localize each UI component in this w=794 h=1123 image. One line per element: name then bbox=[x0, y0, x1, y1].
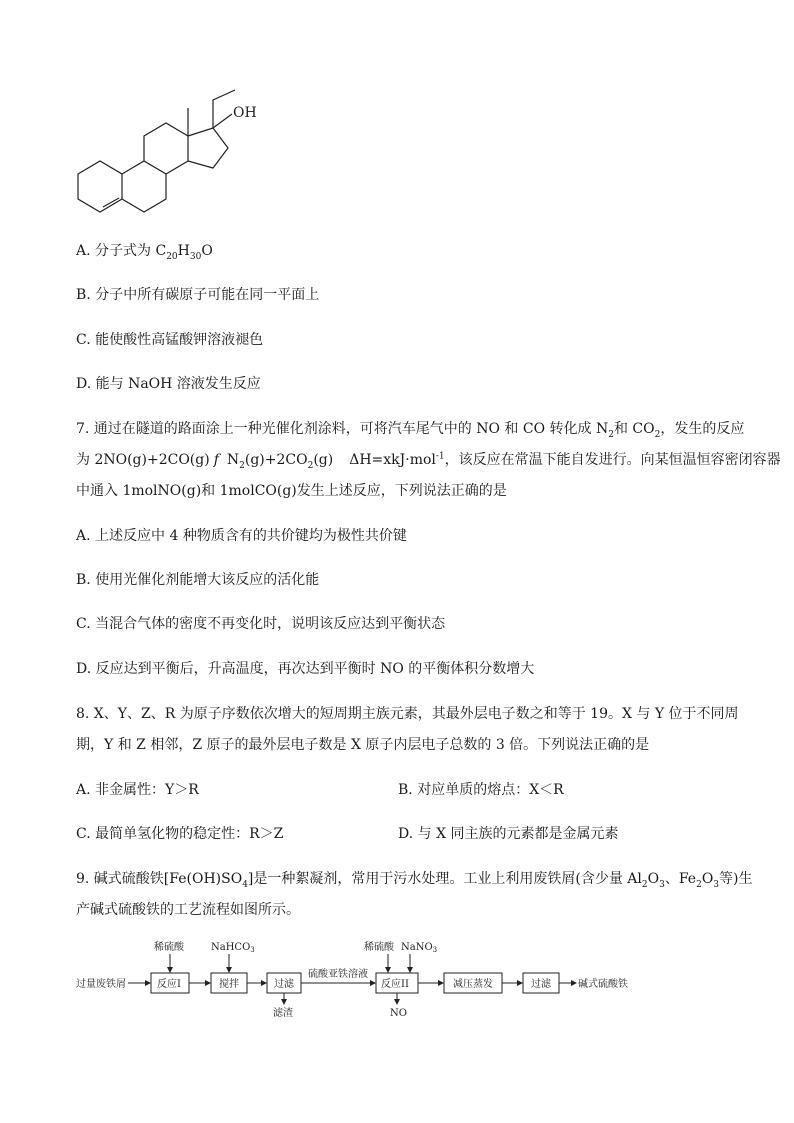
q7-option-a: A. 上述反应中 4 种物质含有的共价键均为极性共价键 bbox=[76, 528, 407, 544]
q7-stem-line3: 中通入 1molNO(g)和 1molCO(g)发生上述反应，下列说法正确的是 bbox=[76, 483, 507, 499]
q8-option-d: D. 与 X 同主族的元素都是金属元素 bbox=[398, 826, 619, 842]
q9-stem-line1: 9. 碱式硫酸铁$[Fe(OH)SO_4]$是一种絮凝剂，常用于污水处理。工业上利用废铁屑(含少量 $Al_2O_3$、$Fe_2O_3$等)生 bbox=[76, 871, 753, 890]
process-flow-diagram bbox=[70, 936, 670, 1020]
q7-option-b: B. 使用光催化剂能增大该反应的活化能 bbox=[76, 572, 320, 588]
q8-option-a: A. 非金属性：Y＞R bbox=[76, 782, 199, 798]
q8-option-c: C. 最简单氢化物的稳定性：R＞Z bbox=[76, 826, 284, 842]
flow-box-stir-label: 搅拌 bbox=[219, 979, 239, 990]
flow-reagent-nano3: NaNO$_3$ bbox=[401, 942, 438, 954]
flow-ferrous-sulfate-label: 硫酸亚铁溶液 bbox=[308, 969, 368, 980]
ring-a bbox=[78, 161, 122, 212]
oh-label: OH bbox=[233, 105, 257, 121]
ring-b bbox=[122, 161, 166, 212]
q7-stem-line1: 7. 通过在隧道的路面涂上一种光催化剂涂料，可将汽车尾气中的 NO 和 CO 转化成 $N_2$和 $CO_2$，发生的反应 bbox=[76, 421, 745, 440]
q8-option-b: B. 对应单质的熔点：X＜R bbox=[398, 782, 564, 798]
flow-box-filter-2-label: 过滤 bbox=[531, 979, 551, 990]
ring-c bbox=[144, 123, 188, 174]
q9-stem-line2: 产碱式硫酸铁的工艺流程如图所示。 bbox=[76, 902, 300, 918]
flow-no-gas-label: NO bbox=[390, 1008, 407, 1019]
q6-option-c: C. 能使酸性高锰酸钾溶液褪色 bbox=[76, 332, 264, 348]
ethyl-bond bbox=[213, 90, 235, 128]
ring-d bbox=[188, 128, 228, 168]
q6-option-a: A. 分子式为 $C_{20}H_{30}O$ bbox=[76, 243, 213, 262]
q8-stem-line2: 期，Y 和 Z 相邻，Z 原子的最外层电子数是 X 原子内层电子总数的 3 倍。下列说法正确的是 bbox=[76, 737, 650, 753]
flow-output-label: 碱式硫酸铁 bbox=[578, 979, 628, 990]
flow-residue-label: 滤渣 bbox=[273, 1008, 293, 1019]
flow-box-vacuum-evaporation-label: 减压蒸发 bbox=[453, 979, 493, 990]
flow-box-filter-1-label: 过滤 bbox=[274, 979, 294, 990]
q6-option-d: D. 能与 NaOH 溶液发生反应 bbox=[76, 376, 261, 392]
flow-box-reaction-2-label: 反应II bbox=[381, 979, 409, 990]
flow-reagent-dilute-h2so4: 稀硫酸 bbox=[154, 942, 184, 953]
flow-input-label: 过量废铁屑 bbox=[76, 979, 126, 990]
steroid-structure bbox=[70, 82, 270, 217]
flow-reagent-dilute-h2so4-2: 稀硫酸 bbox=[364, 942, 394, 953]
q7-option-c: C. 当混合气体的密度不再变化时，说明该反应达到平衡状态 bbox=[76, 616, 446, 632]
q7-option-d: D. 反应达到平衡后，升高温度，再次达到平衡时 NO 的平衡体积分数增大 bbox=[76, 661, 535, 677]
q7-stem-line2: 为 2NO(g)+2CO(g) f $N_2(g)+2CO_2(g)$ ΔH=xkJ·mol$^{-1}$，该反应在常温下能自发进行。向某恒温恒容密闭容器 bbox=[76, 451, 781, 471]
flow-reagent-nahco3: NaHCO$_3$ bbox=[211, 942, 255, 954]
flow-box-reaction-1-label: 反应I bbox=[157, 979, 181, 990]
oh-bond bbox=[213, 114, 232, 128]
q8-stem-line1: 8. X、Y、Z、R 为原子序数依次增大的短周期主族元素，其最外层电子数之和等于 19。X 与 Y 位于不同周 bbox=[76, 706, 739, 722]
q6-option-b: B. 分子中所有碳原子可能在同一平面上 bbox=[76, 287, 320, 303]
